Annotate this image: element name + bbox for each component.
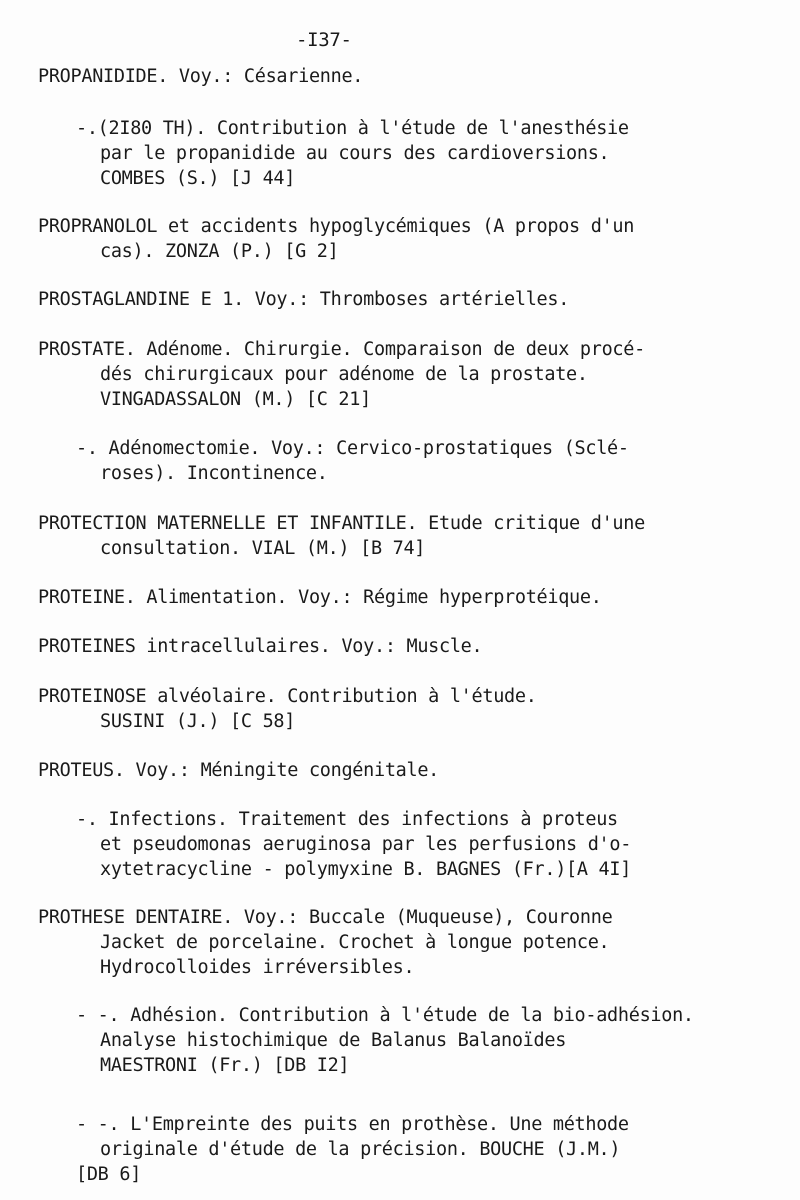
index-entry — [38, 511, 645, 561]
entry-line: Jacket de porcelaine. Crochet à longue potence. — [100, 932, 610, 953]
entry-line: -.(2I80 TH). Contribution à l'étude de l'anesthésie — [76, 118, 629, 139]
index-entry — [38, 758, 439, 783]
entry-line: COMBES (S.) [J 44] — [100, 168, 296, 189]
entry-line: PROTEINE. Alimentation. Voy.: Régime hyperprotéique. — [38, 587, 602, 608]
entry-line: PROTEUS. Voy.: Méningite congénitale. — [38, 760, 440, 781]
entry-line: Hydrocolloides irréversibles. — [100, 957, 415, 978]
index-entry — [38, 64, 363, 89]
index-subentry — [76, 1003, 694, 1078]
index-subentry — [76, 436, 629, 486]
entry-line: roses). Incontinence. — [100, 463, 328, 484]
index-entry — [38, 905, 612, 980]
entry-line: VINGADASSALON (M.) [C 21] — [100, 389, 371, 410]
entry-line: SUSINI (J.) [C 58] — [100, 711, 296, 732]
page-number: -I37- — [296, 29, 352, 51]
entry-line: - -. Adhésion. Contribution à l'étude de la bio-adhésion. — [76, 1005, 694, 1026]
index-entry — [38, 287, 569, 312]
entry-line: PROSTATE. Adénome. Chirurgie. Comparaison de deux procé- — [38, 339, 645, 360]
entry-line: -. Infections. Traitement des infections à proteus — [76, 809, 618, 830]
index-subentry — [76, 1112, 629, 1187]
index-entry — [38, 684, 537, 734]
entry-line: Analyse histochimique de Balanus Balanoïdes — [100, 1030, 567, 1051]
entry-line: -. Adénomectomie. Voy.: Cervico-prostatiques (Sclé- — [76, 438, 629, 459]
entry-line: par le propanidide au cours des cardioversions. — [100, 143, 610, 164]
index-subentry — [76, 116, 629, 191]
entry-line: PROTHESE DENTAIRE. Voy.: Buccale (Muqueuse), Couronne — [38, 907, 613, 928]
entry-line: cas). ZONZA (P.) [G 2] — [100, 241, 339, 262]
entry-line: MAESTRONI (Fr.) [DB I2] — [100, 1055, 350, 1076]
entry-line: [DB 6] — [76, 1164, 142, 1185]
entry-line: PROPRANOLOL et accidents hypoglycémiques (A propos d'un — [38, 216, 635, 237]
entry-line: - -. L'Empreinte des puits en prothèse. Une méthode — [76, 1114, 629, 1135]
entry-line: xytetracycline - polymyxine B. BAGNES (Fr.)[A 4I] — [100, 859, 632, 880]
index-entry — [38, 634, 482, 659]
entry-line: PROPANIDIDE. Voy.: Césarienne. — [38, 66, 364, 87]
entry-line: originale d'étude de la précision. BOUCHE (J.M.) — [100, 1139, 621, 1160]
entry-line: PROTEINES intracellulaires. Voy.: Muscle. — [38, 636, 483, 657]
entry-line: consultation. VIAL (M.) [B 74] — [100, 538, 426, 559]
entry-line: et pseudomonas aeruginosa par les perfusions d'o- — [100, 834, 632, 855]
entry-line: dés chirurgicaux pour adénome de la prostate. — [100, 364, 588, 385]
entry-line: PROSTAGLANDINE E 1. Voy.: Thromboses artérielles. — [38, 289, 570, 310]
index-entry — [38, 214, 634, 264]
index-entry — [38, 585, 602, 610]
index-entry — [38, 337, 645, 412]
index-subentry — [76, 807, 631, 882]
entry-line: PROTEINOSE alvéolaire. Contribution à l'étude. — [38, 686, 537, 707]
entry-line: PROTECTION MATERNELLE ET INFANTILE. Etude critique d'une — [38, 513, 645, 534]
